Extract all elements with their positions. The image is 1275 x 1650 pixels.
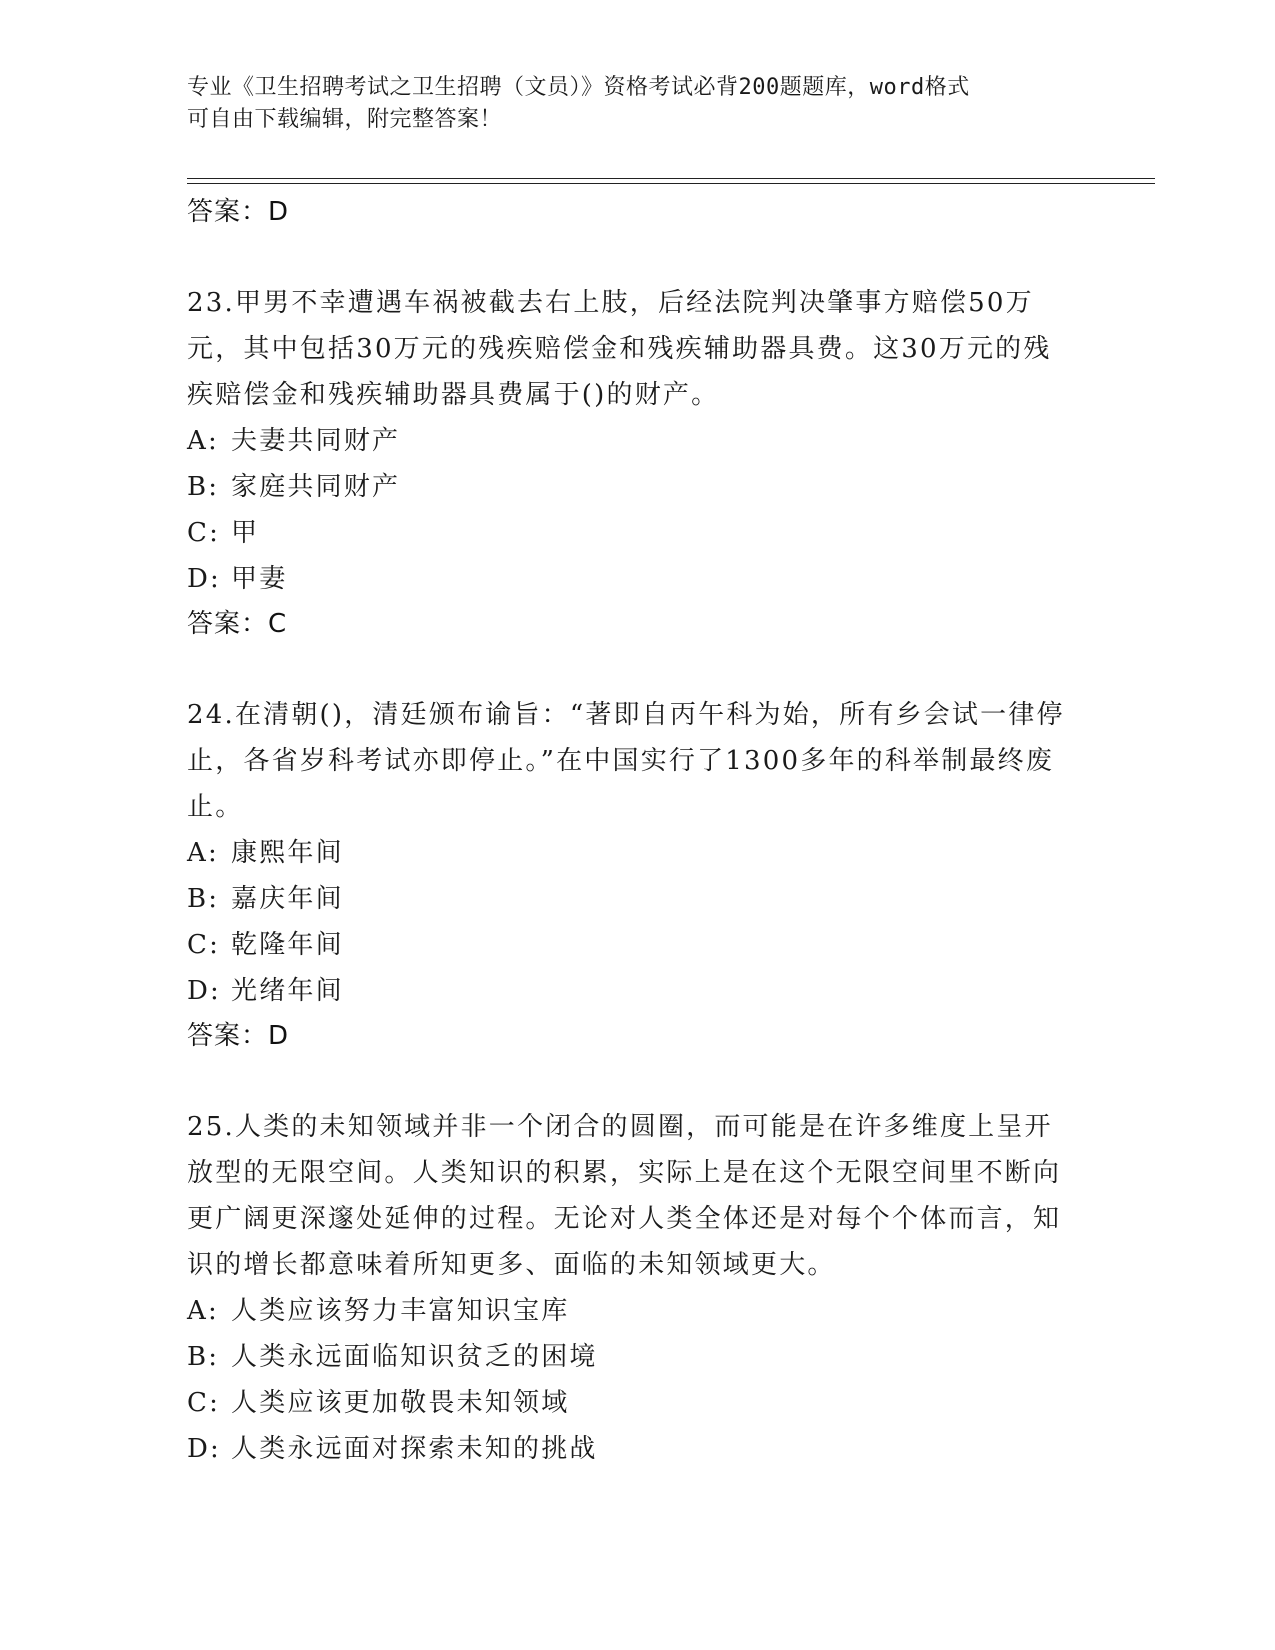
header-line-1: 专业《卫生招聘考试之卫生招聘（文员）》资格考试必背200题题库，word格式 (187, 75, 970, 100)
option-text: 家庭共同财产 (231, 472, 401, 502)
option-key: C: (187, 518, 221, 548)
option-key: A: (187, 1296, 219, 1326)
option-b (187, 464, 1067, 510)
option-d (187, 556, 1067, 602)
option-key: A: (187, 426, 219, 456)
option-text: 人类应该努力丰富知识宝库 (231, 1296, 570, 1326)
option-a (187, 1288, 1067, 1334)
option-a (187, 830, 1067, 876)
option-key: A: (187, 838, 219, 868)
question-24 (187, 692, 1067, 1058)
option-c (187, 1380, 1067, 1426)
header-divider-top (187, 178, 1155, 179)
question-25 (187, 1104, 1067, 1472)
option-key: D: (187, 976, 222, 1006)
option-key: C: (187, 930, 221, 960)
question-23 (187, 280, 1067, 646)
option-key: D: (187, 1434, 222, 1464)
option-text: 嘉庆年间 (231, 884, 344, 914)
option-c (187, 510, 1067, 556)
option-text: 夫妻共同财产 (231, 426, 401, 456)
option-key: B: (187, 1342, 220, 1372)
option-text: 光绪年间 (231, 976, 344, 1006)
option-text: 乾隆年间 (231, 930, 344, 960)
option-b (187, 876, 1067, 922)
question-stem: 25.人类的未知领域并非一个闭合的圆圈，而可能是在许多维度上呈开放型的无限空间。人类知识的积累，实际上是在这个无限空间里不断向更广阔更深邃处延伸的过程。无论对人类全体还是对每个个体而言，知识的增长都意味着所知更多、面临的未知领域更大。 (187, 1112, 1062, 1280)
option-b (187, 1334, 1067, 1380)
answer-label: 答案：D (187, 1021, 290, 1051)
option-a (187, 418, 1067, 464)
question-stem: 24.在清朝()，清廷颁布谕旨：“著即自丙午科为始，所有乡会试一律停止，各省岁科考试亦即停止。”在中国实行了1300多年的科举制最终废止。 (187, 700, 1065, 822)
option-d (187, 968, 1067, 1014)
option-text: 康熙年间 (231, 838, 344, 868)
option-key: C: (187, 1388, 221, 1418)
option-c (187, 922, 1067, 968)
document-header (187, 72, 1087, 136)
option-key: D: (187, 564, 222, 594)
header-divider-bottom (187, 183, 1155, 184)
question-stem: 23.甲男不幸遭遇车祸被截去右上肢，后经法院判决肇事方赔偿50万元，其中包括30万元的残疾赔偿金和残疾辅助器具费。这30万元的残疾赔偿金和残疾辅助器具费属于()的财产。 (187, 288, 1052, 410)
option-d (187, 1426, 1067, 1472)
option-text: 人类永远面临知识贫乏的困境 (231, 1342, 598, 1372)
header-line-2: 可自由下载编辑，附完整答案！ (187, 107, 503, 132)
option-text: 人类应该更加敬畏未知领域 (231, 1388, 570, 1418)
answer-label: 答案：C (187, 609, 288, 639)
answer-label: 答案：D (187, 197, 290, 227)
option-key: B: (187, 472, 220, 502)
option-text: 甲 (231, 518, 260, 548)
question-list (187, 190, 1067, 1472)
option-text: 甲妻 (231, 564, 288, 594)
option-text: 人类永远面对探索未知的挑战 (231, 1434, 598, 1464)
option-key: B: (187, 884, 220, 914)
